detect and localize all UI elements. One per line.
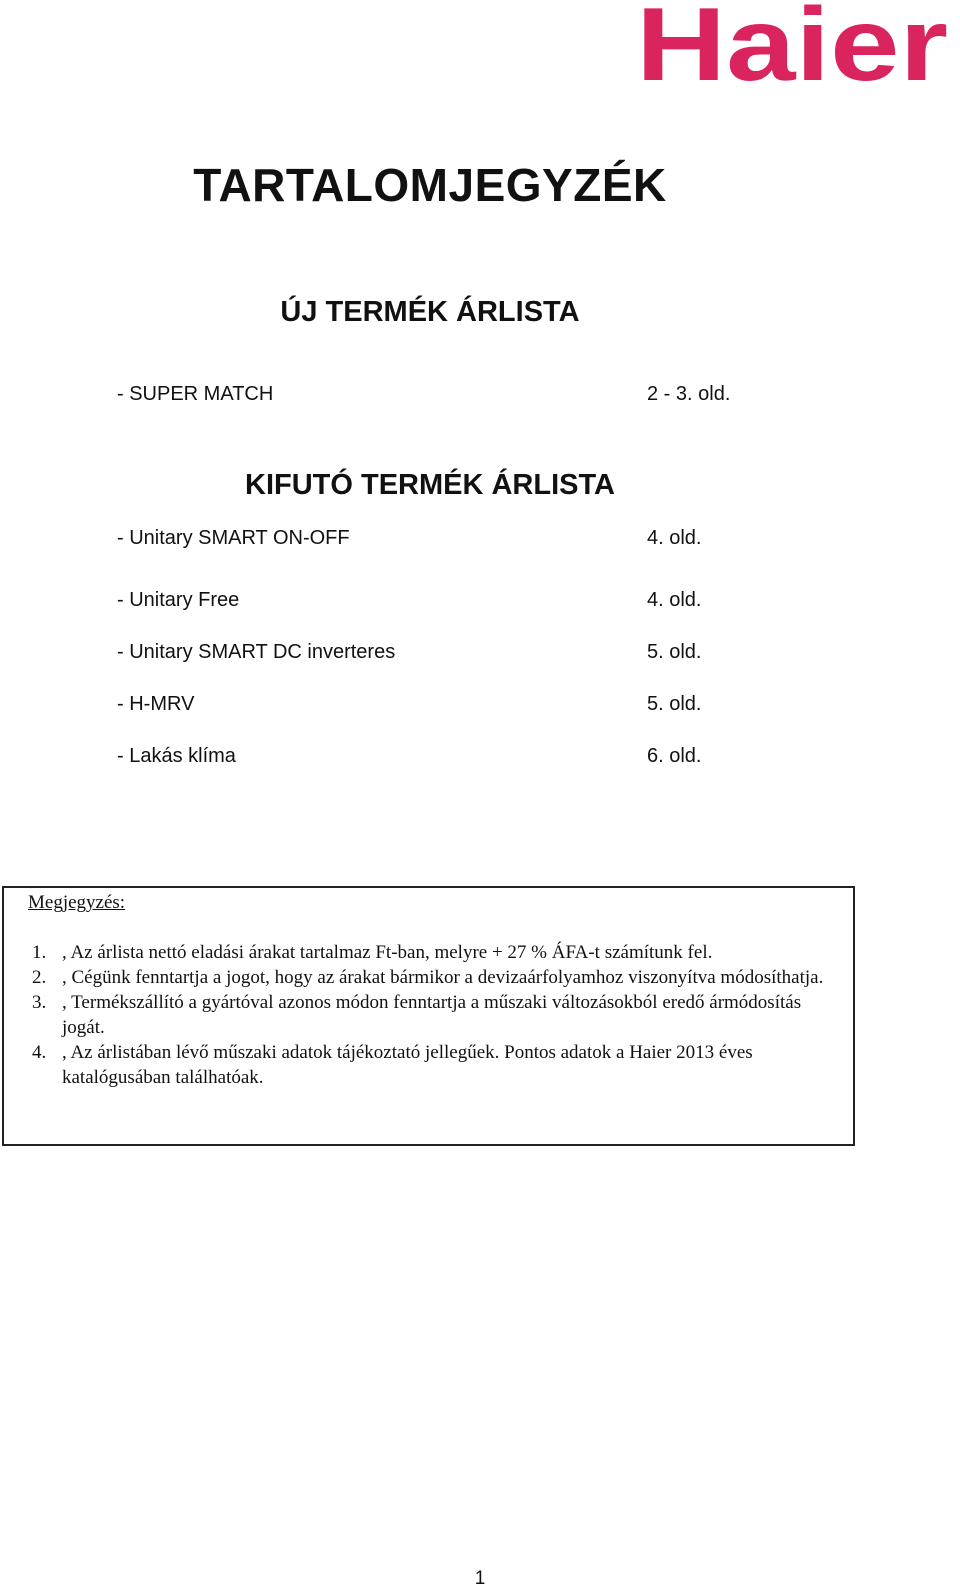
toc-entry: [117, 693, 817, 721]
note-item: [32, 1040, 832, 1090]
notes-heading: Megjegyzés:: [28, 892, 126, 913]
notes-box: [2, 886, 855, 1146]
toc-entry-page: 5. old.: [647, 693, 702, 715]
toc-entry: [117, 745, 817, 773]
toc-entry-label: - Unitary Free: [117, 589, 240, 611]
note-item: [32, 965, 832, 990]
toc-entry: [117, 589, 817, 617]
notes-list: [32, 940, 832, 1090]
note-number: 2.: [32, 967, 47, 988]
note-number: 4.: [32, 1042, 47, 1063]
toc-entry-page: 6. old.: [647, 745, 702, 767]
toc-entry-label: - Lakás klíma: [117, 745, 236, 767]
page-title: TARTALOMJEGYZÉK: [193, 159, 667, 211]
note-item: [32, 990, 832, 1040]
toc-entry-label: - H-MRV: [117, 693, 195, 715]
toc-entry: [117, 527, 817, 555]
toc-entry-page: 4. old.: [647, 589, 702, 611]
haier-logo: [636, 0, 960, 98]
toc-entry-page: 4. old.: [647, 527, 702, 549]
note-text: , Az árlista nettó eladási árakat tartalmaz Ft-ban, melyre + 27 % ÁFA-t számítunk fel.: [62, 942, 713, 963]
note-text: , Cégünk fenntartja a jogot, hogy az árakat bármikor a devizaárfolyamhoz viszonyítva módosíthatja.: [62, 967, 824, 988]
page-number: 1: [474, 1568, 486, 1589]
toc-entry-label: - Unitary SMART DC inverteres: [117, 641, 396, 663]
toc-entry-page: 5. old.: [647, 641, 702, 663]
note-text: , Termékszállító a gyártóval azonos módon fenntartja a műszaki változásokból eredő ármódosítás jogát.: [62, 992, 802, 1038]
svg-text:Haier: Haier: [636, 0, 948, 98]
toc-entry: [117, 641, 817, 669]
toc-entry: [117, 383, 817, 411]
note-number: 3.: [32, 992, 47, 1013]
toc-entry-label: - SUPER MATCH: [117, 383, 274, 405]
note-number: 1.: [32, 942, 47, 963]
note-text: , Az árlistában lévő műszaki adatok tájékoztató jellegűek. Pontos adatok a Haier 2013 éves katalógusában találhatóak.: [62, 1042, 753, 1088]
note-item: [32, 940, 832, 965]
toc-entry-page: 2 - 3. old.: [647, 383, 731, 405]
section-heading-new-products: ÚJ TERMÉK ÁRLISTA: [280, 296, 580, 328]
toc-entry-label: - Unitary SMART ON-OFF: [117, 527, 350, 549]
section-heading-discontinued-products: KIFUTÓ TERMÉK ÁRLISTA: [245, 469, 615, 501]
